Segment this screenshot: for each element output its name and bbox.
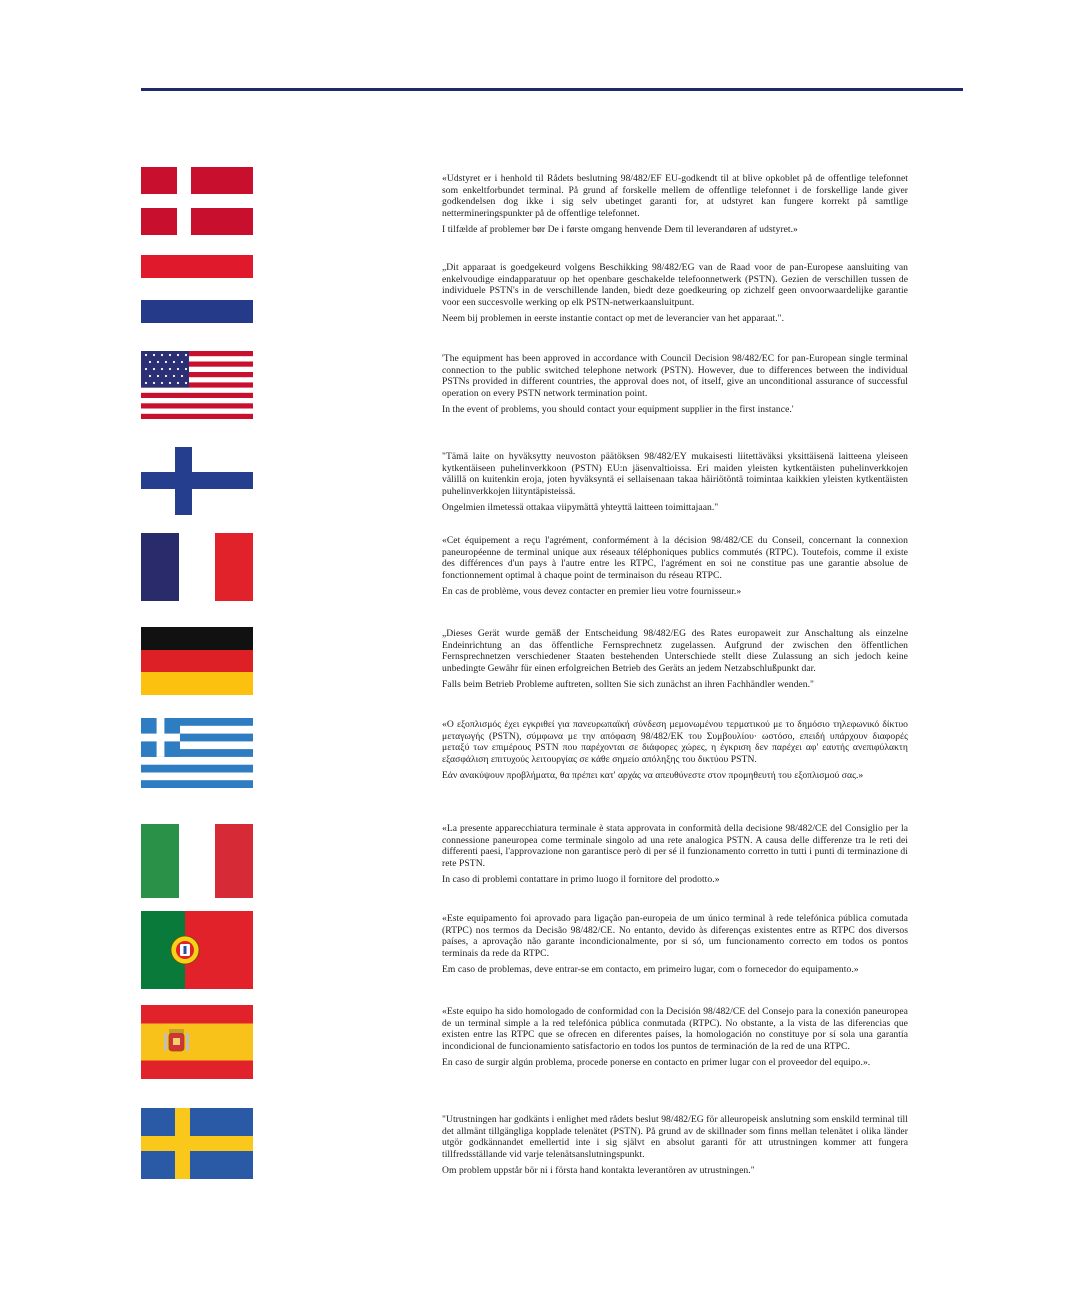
portugal-flag [141, 911, 253, 989]
notice-paragraph: En cas de problème, vous devez contacter en premier lieu votre fournisseur.» [442, 586, 742, 598]
notice-paragraph: Em caso de problemas, deve entrar-se em contacto, em primeiro lugar, com o fornecedor do equipamento.» [442, 964, 859, 976]
notice-paragraph: «Este equipamento foi aprovado para ligação pan-europeia de um único terminal à rede telefónica pública comutada (RTPC) nos termos da Decisão 98/482/CE. No entanto, devido às diferenças existentes entre as RTPC dos diversos países, a aprovação não garante incondicionalmente, por si só, um funcionamento correcto em todos os pontos terminais da rede da RTPC. [442, 913, 908, 959]
notice-paragraph: Ongelmien ilmetessä ottakaa viipymättä yhteyttä laitteen toimittajaan." [442, 502, 719, 514]
notice-french [442, 535, 908, 598]
notice-swedish [442, 1114, 908, 1177]
italy-flag [141, 824, 253, 898]
greece-flag [141, 718, 253, 788]
finland-flag [141, 447, 253, 515]
notice-finnish [442, 451, 908, 514]
notice-paragraph: Falls beim Betrieb Probleme auftreten, sollten Sie sich zunächst an ihren Fachhändler wenden." [442, 679, 815, 691]
netherlands-flag [141, 255, 253, 323]
notice-paragraph: I tilfælde af problemer bør De i første omgang henvende Dem til leverandøren af udstyret.» [442, 224, 798, 236]
notice-english [442, 353, 908, 416]
notice-danish [442, 173, 908, 236]
notice-paragraph: «Udstyret er i henhold til Rådets beslutning 98/482/EF EU-godkendt til at blive opkoblet på de offentlige telefonnet som enkeltforbundet terminal. På grund af forskelle mellem de offentlige telefonnet i de forskellige lande giver godkendelsen dog ikke i sig selv ubetinget garanti for, at udstyret kan fungere korrekt på samtlige nettermineringspunkter på de offentlige telefonnet. [442, 173, 908, 219]
spain-flag [141, 1005, 253, 1079]
germany-flag [141, 627, 253, 695]
notice-paragraph: In caso di problemi contattare in primo luogo il fornitore del prodotto.» [442, 874, 720, 886]
notice-paragraph: In the event of problems, you should contact your equipment supplier in the first instance.' [442, 404, 794, 416]
notice-paragraph: «Ο εξοπλισμός έχει εγκριθεί για πανευρωπαϊκή σύνδεση μεμονωμένου τερματικού με το δημόσιο τηλεφωνικό δίκτυο μεταγωγής (PSTN), σύμφωνα με την απόφαση 98/482/ΕΚ του Συμβουλίου· ωστόσο, επειδή υπάρχουν διαφορές μεταξύ των επιμέρους PSTN που παρέχονται σε διάφορες χώρες, η έγκριση δεν παρέχει αφ' εαυτής ανεπιφύλακτη εξασφάλιση επιτυχούς λειτουργίας σε κάθε σημείο απόληξης του δικτύου PSTN. [442, 719, 908, 765]
notice-paragraph: Neem bij problemen in eerste instantie contact op met de leverancier van het apparaat.". [442, 313, 785, 325]
notice-spanish [442, 1006, 908, 1069]
notice-paragraph: En caso de surgir algún problema, procede ponerse en contacto en primer lugar con el proveedor del equipo.». [442, 1057, 871, 1069]
notice-portuguese [442, 913, 908, 976]
notice-paragraph: «Este equipo ha sido homologado de conformidad con la Decisión 98/482/CE del Consejo para la conexión paneuropea de un terminal simple a la red telefónica pública conmutada (RTPC). No obstante, a la vista de las diferencias que existen entre las RTPC que se ofrecen en diferentes países, la homologación no constituye por sí sola una garantía incondicional de funcionamiento satisfactorio en todos los puntos de terminación de la red de una RTPC. [442, 1006, 908, 1052]
notice-paragraph: „Dit apparaat is goedgekeurd volgens Beschikking 98/482/EG van de Raad voor de pan-Europese aansluiting van enkelvoudige eindapparatuur op het openbare geschakelde telefoonnetwerk (PSTN). Gezien de verschillen tussen de individuele PSTN's in de verschillende landen, biedt deze goedkeuring op zichzelf geen onvoorwaardelijke garantie voor een succesvolle werking op elk PSTN-netwerkaansluitpunt. [442, 262, 908, 308]
notice-paragraph: Om problem uppstår bör ni i första hand kontakta leverantören av utrustningen." [442, 1165, 755, 1177]
sweden-flag [141, 1108, 253, 1179]
notice-german [442, 628, 908, 691]
notice-paragraph: «La presente apparecchiatura terminale è stata approvata in conformità della decisione 98/482/CE del Consiglio per la connessione paneuropea come terminale singolo ad una rete analogica PSTN. A causa delle differenze tra le reti dei differenti paesi, l'approvazione non garantisce però di per sé il funzionamento corretto in tutti i punti di terminazione di rete PSTN. [442, 823, 908, 869]
header-rule [141, 88, 963, 91]
france-flag [141, 533, 253, 601]
notice-greek [442, 719, 908, 782]
notice-paragraph: 'The equipment has been approved in accordance with Council Decision 98/482/EC for pan-European single terminal connection to the public switched telephone network (PSTN). However, due to differences between the individual PSTNs provided in different countries, the approval does not, of itself, give an unconditional assurance of successful operation on every PSTN network termination point. [442, 353, 908, 399]
notice-dutch [442, 262, 908, 325]
notice-paragraph: "Tämä laite on hyväksytty neuvoston päätöksen 98/482/EY mukaisesti liitettäväksi yksittäisenä laitteena yleiseen kytkentäiseen puhelinverkkoon (PSTN) EU:n jäsenvaltioissa. Eri maiden yleisten kytkentäisten puhelinverkkojen välillä on kuitenkin eroja, joten hyväksyntä ei sellaisenaan takaa häiriötöntä toimintaa kaikkien yleisten kytkentäisten puhelinverkkojen liityntäpisteissä. [442, 451, 908, 497]
notice-paragraph: Εάν ανακύψουν προβλήματα, θα πρέπει κατ' αρχάς να απευθύνεστε στον προμηθευτή του εξοπλισμού σας.» [442, 770, 864, 782]
usa-flag [141, 351, 253, 419]
denmark-flag [141, 167, 253, 235]
notice-paragraph: „Dieses Gerät wurde gemäß der Entscheidung 98/482/EG des Rates europaweit zur Anschaltung als einzelne Endeinrichtung an das öffentliche Fernsprechnetz zugelassen. Aufgrund der zwischen den öffentlichen Fernsprechnetzen verschiedener Staaten bestehenden Unterschiede stellt diese Zulassung an sich jedoch keine unbedingte Gewähr für einen erfolgreichen Betrieb des Geräts an jedem Netzabschlußpunkt dar. [442, 628, 908, 674]
notice-paragraph: «Cet équipement a reçu l'agrément, conformément à la décision 98/482/CE du Conseil, concernant la connexion paneuropéenne de terminal unique aux réseaux téléphoniques publics commutés (RTPC). Toutefois, comme il existe des différences d'un pays à l'autre entre les RTPC, l'agrément en soi ne constitue pas une garantie absolue de fonctionnement optimal à chaque point de terminaison du réseau RTPC. [442, 535, 908, 581]
notice-italian [442, 823, 908, 886]
notice-paragraph: "Utrustningen har godkänts i enlighet med rådets beslut 98/482/EG för alleuropeisk anslutning som enskild terminal till det allmänt tillgängliga kopplade telenätet (PSTN). På grund av de skillnader som finns mellan telenätet i olika länder utgör godkännandet emellertid inte i sig självt en absolut garanti för att utrustningen kommer att fungera tillfredsställande vid varje telenätsanslutningspunkt. [442, 1114, 908, 1160]
